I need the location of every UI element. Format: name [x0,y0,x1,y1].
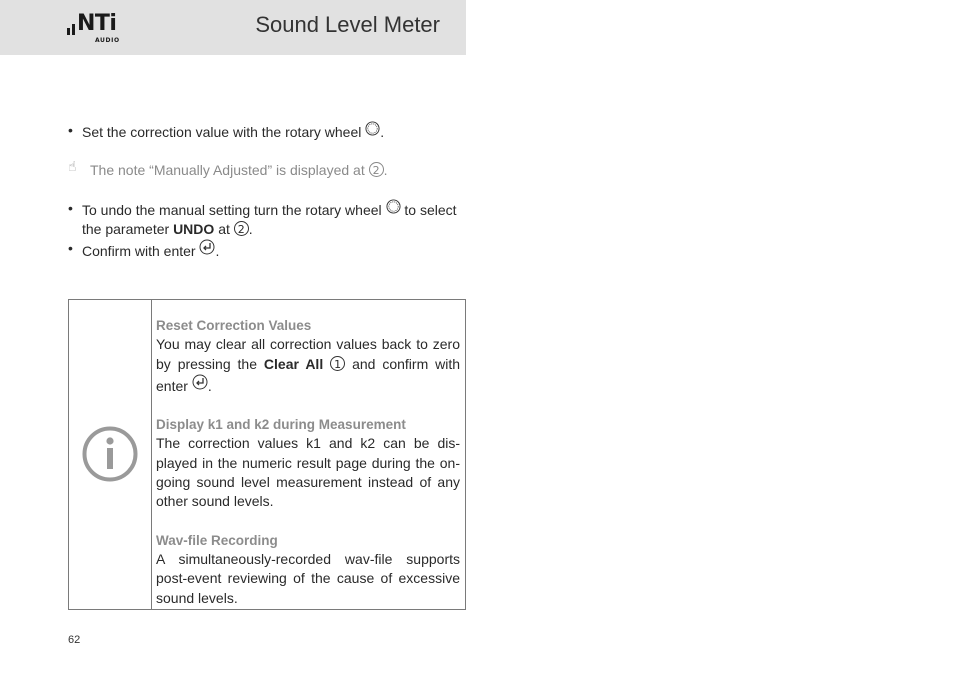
step-text-continued: to select the parameter [82,202,457,237]
instructions [68,121,468,261]
info-section-reset [156,316,460,396]
logo-subtext: AUDIO [95,37,120,44]
callout-number: 1 [330,356,345,371]
info-box-text [156,316,460,608]
hand-pointer-icon: ☝ [68,158,77,174]
info-box [68,299,466,610]
section-heading: Display k1 and k2 during Measurement [156,417,406,433]
rotary-wheel-icon [386,199,401,214]
callout-number: 2 [369,162,384,177]
logo-text: NTi [77,11,117,36]
enter-icon [199,239,215,255]
step-undo [68,199,468,239]
info-section-display-k1-k2 [156,415,460,511]
note-text: The note “Manually Adjusted” is displayed at [90,162,365,178]
page-header [0,0,466,55]
section-body [156,335,460,396]
page-number: 62 [68,634,81,646]
section-body: The correction values k1 and k2 can be dis-played in the numeric result page during the on-going sound level measurement instead of any other sound levels. [156,435,460,510]
page-title: Sound Level Meter [255,12,440,37]
section-heading: Reset Correction Values [156,318,312,333]
enter-icon [192,374,208,390]
info-icon [81,425,139,483]
step-text-at: at [218,221,230,237]
section-text: and confirm with enter [156,355,461,394]
info-section-wav-recording [156,531,460,608]
punctuation: . [380,124,385,140]
section-text: You may clear all correction values back to zero by pressing the [156,336,460,372]
step-text: Confirm with enter [82,243,196,259]
note-manually-adjusted [68,158,468,180]
clear-all-label: Clear All [263,355,324,372]
step-confirm [68,239,468,261]
punctuation: . [207,377,212,394]
callout-number: 2 [234,221,249,236]
section-body: A simultaneously-recorded wav-file supports post-event reviewing of the cause of excessive sound levels. [156,550,460,606]
parameter-undo: UNDO [173,221,215,237]
punctuation: . [383,162,388,178]
punctuation: . [215,243,220,259]
step-text: To undo the manual setting turn the rotary wheel [82,202,382,218]
step-text: Set the correction value with the rotary wheel [82,124,362,140]
nti-logo-icon [67,11,127,44]
section-heading: Wav-file Recording [156,532,278,548]
step-set-correction [68,121,468,142]
rotary-wheel-icon [365,121,380,136]
info-box-icon-cell [69,300,152,609]
punctuation: . [248,221,253,237]
